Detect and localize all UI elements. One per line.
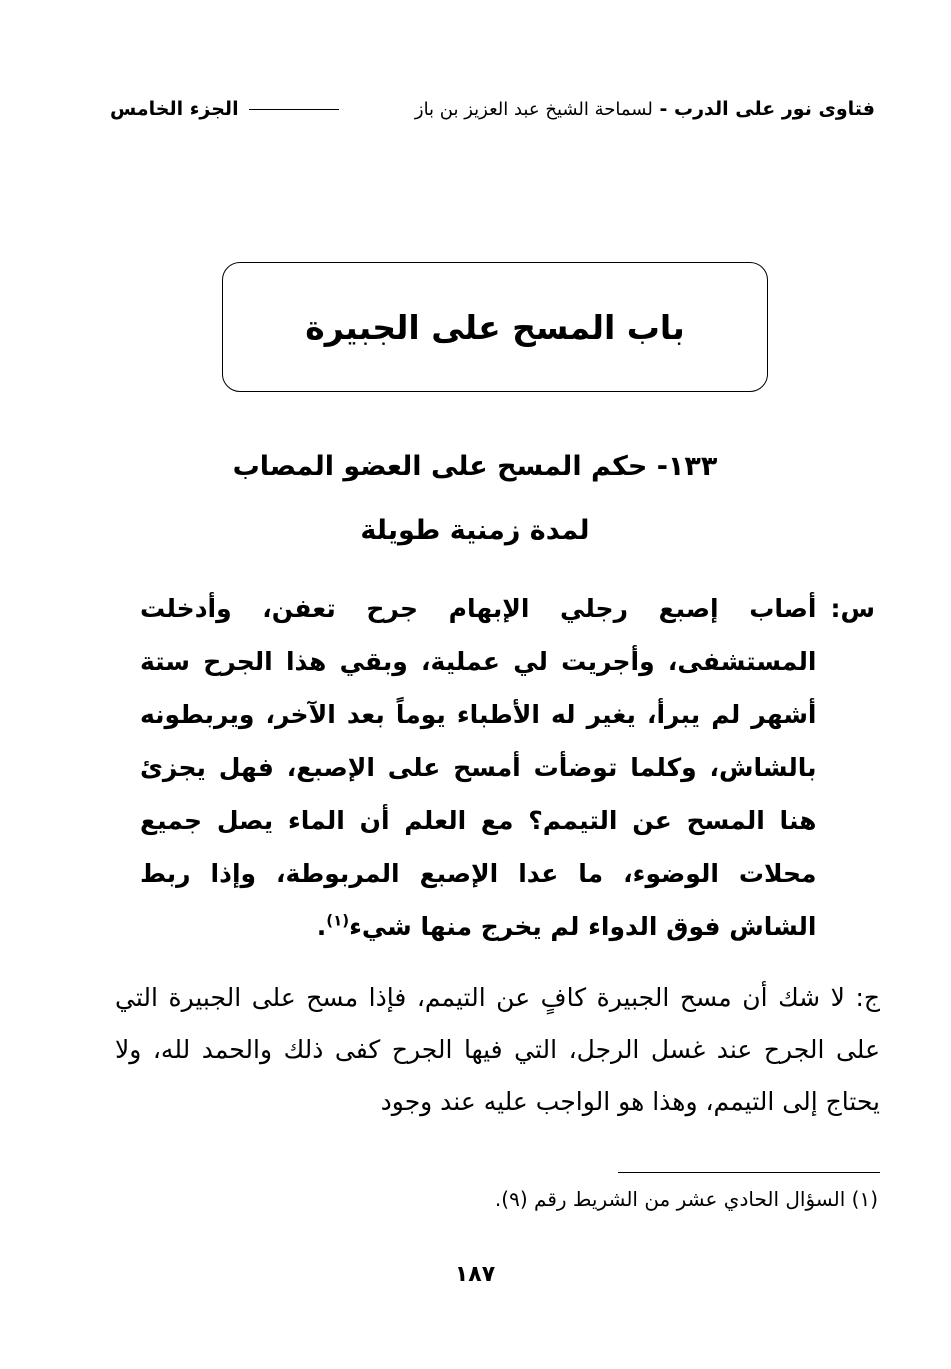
answer-marker: ج: <box>855 983 880 1012</box>
question-heading-line-1: ١٣٣- حكم المسح على العضو المصاب <box>232 451 718 482</box>
chapter-title: باب المسح على الجبيرة <box>305 307 685 347</box>
question-end-mark: . <box>316 912 327 941</box>
answer-block <box>115 972 880 1128</box>
question-heading-line-2: لمدة زمنية طويلة <box>360 515 590 546</box>
footnote-reference: (١) <box>326 911 350 930</box>
running-header <box>110 92 875 126</box>
header-title-group <box>415 98 875 120</box>
question-text: أصاب إصبع رجلي الإبهام جرح تعفن، وأدخلت المستشفى، وأجريت لي عملية، وبقي هذا الجرح ستة أشهر لم يبرأ، يغير له الأطباء يوماً بعد الآخر، ويربطونه بالشاش، وكلما توضأت أمسح على الإصبع، فهل يجزئ هنا المسح عن التيمم؟ مع العلم أن الماء يصل جميع محلات الوضوء، ما عدا الإصبع المربوطة، وإذا ربط الشاش فوق الدواء لم يخرج منها شيء <box>140 594 817 941</box>
question-heading <box>150 435 800 563</box>
chapter-title-box <box>222 262 768 392</box>
question-marker: س: <box>830 594 875 623</box>
question-text-wrapper <box>140 582 817 953</box>
header-rule <box>249 109 339 110</box>
book-title: فتاوى نور على الدرب <box>674 98 875 120</box>
header-dash: - <box>659 98 668 120</box>
footnote-separator <box>618 1172 880 1173</box>
volume-label: الجزء الخامس <box>110 98 239 120</box>
header-volume-group <box>110 98 343 120</box>
question-block <box>140 582 875 953</box>
answer-text: لا شك أن مسح الجبيرة كافٍ عن التيمم، فإذا مسح على الجبيرة التي على الجرح عند غسل الرجل، التي فيها الجرح كفى ذلك والحمد لله، ولا يحتاج إلى التيمم، وهذا هو الواجب عليه عند وجود <box>115 983 880 1116</box>
page-number: ١٨٧ <box>454 1262 496 1287</box>
author-name: لسماحة الشيخ عبد العزيز بن باز <box>414 99 653 120</box>
footnote: (١) السؤال الحادي عشر من الشريط رقم (٩). <box>494 1187 878 1211</box>
